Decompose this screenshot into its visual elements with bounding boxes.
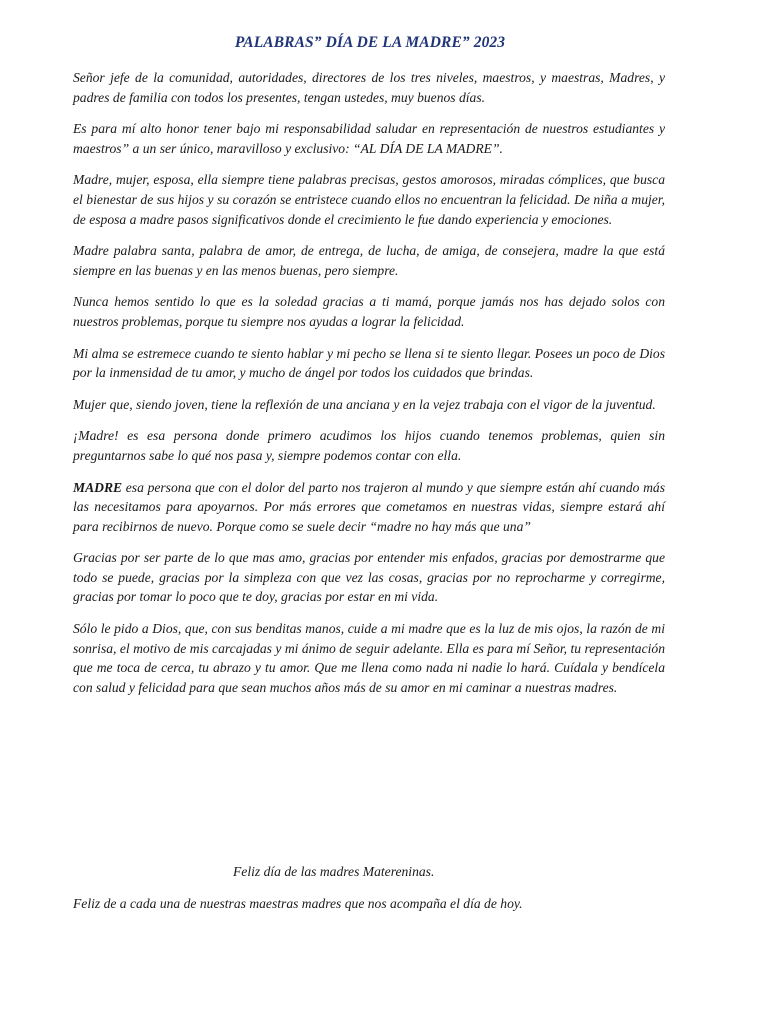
paragraph-madre-parto <box>73 478 665 537</box>
paragraph-dios: Sólo le pido a Dios, que, con sus benditas manos, cuide a mi madre que es la luz de mis ojos, la razón de mi sonrisa, el motivo de mis carcajadas y mi ánimo de seguir adelante. Ella es para mí Señor, tu representación que me toca de cerca, tu abrazo y tu amor. Que me llena como nada ni nadie lo hará. Cuídala y bendícela con salud y felicidad para que sean muchos años más de su amor en mi caminar a nuestras madres. <box>73 621 665 695</box>
paragraph-honor: Es para mí alto honor tener bajo mi responsabilidad saludar en representación de nuestros estudiantes y maestros” a un ser único, maravilloso y exclusivo: “AL DÍA DE LA MADRE”. <box>73 121 665 156</box>
paragraph-palabra-santa: Madre palabra santa, palabra de amor, de entrega, de lucha, de amiga, de consejera, madre la que está siempre en las buenas y en las menos buenas, pero siempre. <box>73 243 665 278</box>
closing-line-1: Feliz día de las madres Matereninas. <box>233 864 435 879</box>
paragraph-soledad: Nunca hemos sentido lo que es la soledad gracias a ti mamá, porque jamás nos has dejado solos con nuestros problemas, porque tu siempre nos ayudas a lograr la felicidad. <box>73 294 665 329</box>
paragraph-gracias: Gracias por ser parte de lo que mas amo, gracias por entender mis enfados, gracias por demostrarme que todo se puede, gracias por la simpleza con que vez las cosas, gracias por no reprocharme y corregirme, gracias por tomar lo poco que te doy, gracias por estar en mi vida. <box>73 550 665 605</box>
closing-line-2: Feliz de a cada una de nuestras maestras madres que nos acompaña el día de hoy. <box>73 896 523 911</box>
paragraph-alma: Mi alma se estremece cuando te siento hablar y mi pecho se llena si te siento llegar. Posees un poco de Dios por la inmensidad de tu amor, y mucho de ángel por todos los cuidados que brindas. <box>73 345 665 381</box>
paragraph-mujer-joven: Mujer que, siendo joven, tiene la reflexión de una anciana y en la vejez trabaja con el vigor de la juventud. <box>73 396 656 412</box>
madre-paragraph-rest: esa persona que con el dolor del parto nos trajeron al mundo y que siempre están ahí cuando más las necesitamos para apoyarnos. Por más errores que cometamos en nuestras vidas, siempre estará ahí para recibirnos de nuevo. Porque como se suele decir “madre no hay más que una” <box>73 479 665 534</box>
madre-lead-word: MADRE <box>73 479 123 495</box>
paragraph-madre-mujer: Madre, mujer, esposa, ella siempre tiene palabras precisas, gestos amorosos, miradas cómplices, que busca el bienestar de sus hijos y su corazón se entristece cuando ellos no encuentran la felicidad. De niña a mujer, de esposa a madre pasos significativos donde el crecimiento le fue dando experiencia y emociones. <box>73 172 665 227</box>
paragraph-greeting: Señor jefe de la comunidad, autoridades, directores de los tres niveles, maestros, y maestras, Madres, y padres de familia con todos los presentes, tengan ustedes, muy buenos días. <box>73 70 665 105</box>
paragraph-acudimos: ¡Madre! es esa persona donde primero acudimos los hijos cuando tenemos problemas, quien sin preguntarnos sabe lo qué nos pasa y, siempre podemos contar con ella. <box>73 428 665 463</box>
document-body <box>73 68 665 709</box>
document-title: PALABRAS” DÍA DE LA MADRE” 2023 <box>234 34 506 51</box>
